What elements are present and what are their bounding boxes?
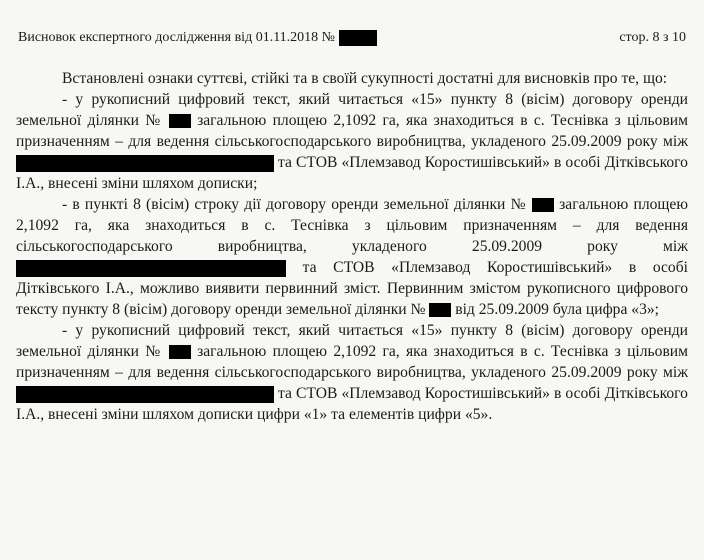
item2-text-a: - в пункті 8 (вісім) строку дії договору оренди земельної ділянки № (62, 196, 527, 213)
intro-paragraph: Встановлені ознаки суттєві, стійкі та в своїй сукупності достатні для висновків про те, що: (62, 70, 668, 87)
redaction-box (16, 386, 274, 403)
item3-text-c: та СТОВ «Племзавод Коростишівський» в особі Дітківського І.А., внесені зміни шляхом дописки цифри «1» та елементів цифри «5». (16, 385, 688, 423)
document-body (16, 68, 688, 425)
conclusion-item-2 (16, 194, 688, 320)
item2-text-c: та СТОВ «Племзавод Коростишівський» в особі Дітківського І.А., можливо виявити первинний зміст. Первинним змістом рукописного цифрового тексту пункту 8 (вісім) договору оренди земельної ділянки № (16, 259, 688, 318)
redaction-box (169, 345, 191, 359)
item2-text-b: загальною площею 2,1092 га, яка знаходиться в с. Теснівка з цільовим призначенням – для ведення сільськогосподарського виробництва, укладеного 25.09.2009 року між (16, 196, 689, 255)
redaction-box (429, 303, 451, 317)
page-header (18, 30, 686, 46)
page-number: стор. 8 з 10 (619, 30, 686, 45)
redaction-box (532, 198, 554, 212)
item1-text-c: та СТОВ «Племзавод Коростишівський» в особі Дітківського І.А., внесені зміни шляхом дописки; (16, 154, 688, 192)
redaction-box (339, 30, 377, 46)
item3-text-b: загальною площею 2,1092 га, яка знаходиться в с. Теснівка з цільовим призначенням – для ведення сільськогосподарського виробництва, укладеного 25.09.2009 року між (16, 343, 689, 381)
item1-text-b: загальною площею 2,1092 га, яка знаходиться в с. Теснівка з цільовим призначенням – для ведення сільськогосподарського виробництва, укладеного 25.09.2009 року між (16, 112, 689, 150)
conclusion-item-1 (16, 89, 688, 194)
item3-text-a: - у рукописний цифровий текст, який читається «15» пункту 8 (вісім) договору оренди земельної ділянки № (16, 322, 688, 360)
conclusion-item-3 (16, 320, 688, 425)
header-left (18, 30, 377, 46)
redaction-box (169, 114, 191, 128)
item1-text-a: - у рукописний цифровий текст, який читається «15» пункту 8 (вісім) договору оренди земельної ділянки № (16, 91, 688, 129)
document-title: Висновок експертного дослідження від 01.11.2018 № (18, 30, 336, 45)
redaction-box (16, 155, 274, 172)
redaction-box (16, 260, 286, 277)
item2-text-d: від 25.09.2009 була цифра «3»; (455, 301, 660, 318)
